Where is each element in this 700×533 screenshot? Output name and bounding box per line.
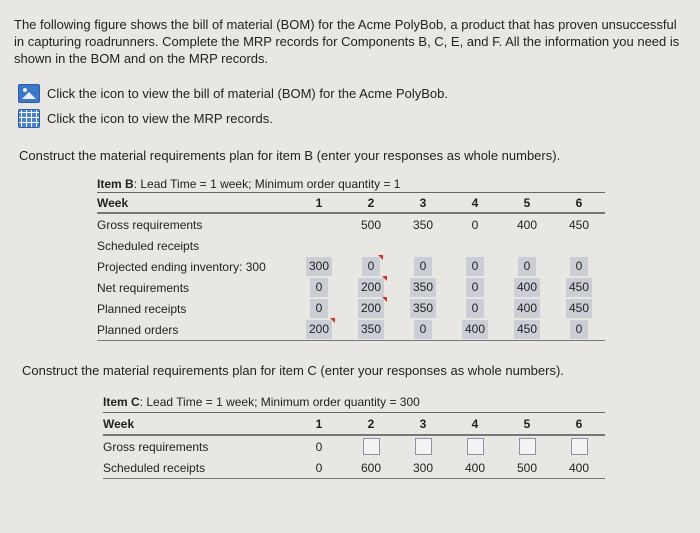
table-cell: [293, 277, 345, 298]
mrp-link[interactable]: [18, 109, 273, 128]
cell-value: 400: [568, 460, 590, 475]
item-params: : Lead Time = 1 week; Minimum order quantity = 1: [133, 176, 401, 191]
table-cell: [345, 277, 397, 298]
table-cell: [293, 256, 345, 277]
answer-input[interactable]: 450: [514, 320, 540, 339]
row-label: Projected ending inventory: 300: [97, 259, 266, 274]
week-number: 1: [293, 413, 345, 436]
table-row: [103, 457, 605, 479]
answer-input[interactable]: [467, 438, 484, 455]
answer-input[interactable]: 200: [358, 299, 384, 318]
cell-value: 400: [516, 217, 538, 232]
table-cell: [345, 319, 397, 341]
cell-value: 350: [412, 217, 434, 232]
answer-input[interactable]: 200: [306, 320, 332, 339]
table-cell: [345, 213, 397, 235]
cell-value: 0: [471, 217, 479, 232]
mrp-table-item-c: [103, 391, 605, 479]
table-cell: [293, 435, 345, 457]
table-cell: [397, 235, 449, 256]
table-cell: [449, 235, 501, 256]
table-cell: [501, 298, 553, 319]
cell-value: 0: [315, 460, 323, 475]
table-cell: [293, 213, 345, 235]
table-cell: [449, 319, 501, 341]
week-number: 1: [293, 193, 345, 214]
table-cell: [501, 213, 553, 235]
mrp-link-text: Click the icon to view the MRP records.: [47, 111, 273, 126]
table-cell: [501, 277, 553, 298]
week-number: 4: [449, 413, 501, 436]
row-label: Planned orders: [97, 319, 293, 341]
week-number: 6: [553, 193, 605, 214]
answer-input[interactable]: 350: [410, 299, 436, 318]
table-cell: [397, 277, 449, 298]
table-cell: [397, 457, 449, 479]
table-cell: [501, 457, 553, 479]
table-icon[interactable]: [18, 109, 40, 128]
caption-row: [97, 175, 605, 193]
table-cell: [501, 256, 553, 277]
table-cell: [501, 435, 553, 457]
week-number: 3: [397, 413, 449, 436]
table-row: [97, 256, 605, 277]
table-cell: [345, 235, 397, 256]
bom-link[interactable]: [18, 84, 448, 103]
answer-input[interactable]: 0: [466, 299, 484, 318]
row-label: Gross requirements: [97, 217, 203, 232]
table-cell: [345, 457, 397, 479]
answer-input[interactable]: [363, 438, 380, 455]
answer-input[interactable]: 300: [306, 257, 332, 276]
table-caption: [97, 175, 605, 193]
answer-input[interactable]: 400: [514, 299, 540, 318]
answer-input[interactable]: 0: [570, 320, 588, 339]
row-label: Planned receipts: [97, 301, 187, 316]
prompt-item-b: Construct the material requirements plan for item B (enter your responses as whole numbers).: [19, 148, 561, 163]
answer-input[interactable]: 0: [310, 278, 328, 297]
answer-input[interactable]: [519, 438, 536, 455]
table-cell: [345, 298, 397, 319]
week-header-row: [103, 413, 605, 436]
table-cell: [449, 256, 501, 277]
table-cell: [553, 235, 605, 256]
cell-value: 500: [516, 460, 538, 475]
item-name: Item B: [97, 176, 134, 191]
answer-input[interactable]: 200: [358, 278, 384, 297]
answer-input[interactable]: 0: [466, 278, 484, 297]
table-cell: [553, 319, 605, 341]
bom-link-text: Click the icon to view the bill of material (BOM) for the Acme PolyBob.: [47, 86, 448, 101]
week-number: 5: [501, 413, 553, 436]
table-cell: [553, 277, 605, 298]
cell-value: 600: [360, 460, 382, 475]
answer-input[interactable]: 350: [410, 278, 436, 297]
cell-value: 500: [360, 217, 382, 232]
answer-input[interactable]: 0: [414, 257, 432, 276]
cell-value: 300: [412, 460, 434, 475]
answer-input[interactable]: 450: [566, 278, 592, 297]
week-number: 6: [553, 413, 605, 436]
table-cell: [553, 256, 605, 277]
answer-input[interactable]: 400: [462, 320, 488, 339]
table-cell: [449, 213, 501, 235]
table-caption: [103, 391, 605, 413]
row-label: Scheduled receipts: [103, 457, 293, 479]
table-cell: [449, 435, 501, 457]
table-cell: [345, 435, 397, 457]
week-label: Week: [97, 193, 293, 214]
week-number: 5: [501, 193, 553, 214]
table-cell: [397, 435, 449, 457]
row-label: Net requirements: [97, 280, 190, 295]
table-cell: [553, 435, 605, 457]
table-cell: [397, 256, 449, 277]
table-cell: [501, 235, 553, 256]
row-label: Gross requirements: [103, 439, 209, 454]
table-cell: [293, 235, 345, 256]
week-number: 4: [449, 193, 501, 214]
answer-input[interactable]: 450: [566, 299, 592, 318]
table-row: [97, 235, 605, 256]
mrp-table-item-b: [97, 175, 605, 341]
row-label: Scheduled receipts: [97, 238, 200, 253]
answer-input[interactable]: 400: [514, 278, 540, 297]
table-cell: [501, 319, 553, 341]
cell-value: 450: [568, 217, 590, 232]
table-cell: [553, 457, 605, 479]
table-cell: [397, 319, 449, 341]
table-cell: [449, 277, 501, 298]
table-cell: [345, 256, 397, 277]
table-cell: [449, 457, 501, 479]
problem-intro: The following figure shows the bill of material (BOM) for the Acme PolyBob, a product that has proven unsuccessful in capturing roadrunners. Complete the MRP records for Components B, C, E, and F. All the information you need is shown in the BOM and on the MRP records.: [14, 17, 680, 66]
answer-input[interactable]: 0: [466, 257, 484, 276]
table-cell: [397, 213, 449, 235]
answer-input[interactable]: 0: [518, 257, 536, 276]
table-row: [97, 319, 605, 341]
answer-input[interactable]: 0: [310, 299, 328, 318]
answer-input[interactable]: 0: [362, 257, 380, 276]
cell-value: 0: [315, 439, 323, 454]
caption-row: [103, 391, 605, 413]
prompt-item-c: Construct the material requirements plan for item C (enter your responses as whole numbers).: [22, 363, 564, 378]
image-icon[interactable]: [18, 84, 40, 103]
week-header-row: [97, 193, 605, 214]
table-row: [103, 435, 605, 457]
answer-input[interactable]: 0: [414, 320, 432, 339]
table-cell: [553, 298, 605, 319]
table-row: [97, 298, 605, 319]
answer-input[interactable]: 0: [570, 257, 588, 276]
week-number: 2: [345, 193, 397, 214]
cell-value: 400: [464, 460, 486, 475]
table-row: [97, 277, 605, 298]
answer-input[interactable]: 350: [358, 320, 384, 339]
table-row: [97, 213, 605, 235]
week-number: 3: [397, 193, 449, 214]
table-cell: [293, 319, 345, 341]
week-label: Week: [103, 413, 293, 436]
item-params: : Lead Time = 1 week; Minimum order quantity = 300: [139, 394, 420, 409]
answer-input[interactable]: [571, 438, 588, 455]
table-cell: [293, 457, 345, 479]
table-cell: [397, 298, 449, 319]
table-cell: [449, 298, 501, 319]
table-cell: [293, 298, 345, 319]
week-number: 2: [345, 413, 397, 436]
table-cell: [553, 213, 605, 235]
answer-input[interactable]: [415, 438, 432, 455]
item-name: Item C: [103, 394, 140, 409]
